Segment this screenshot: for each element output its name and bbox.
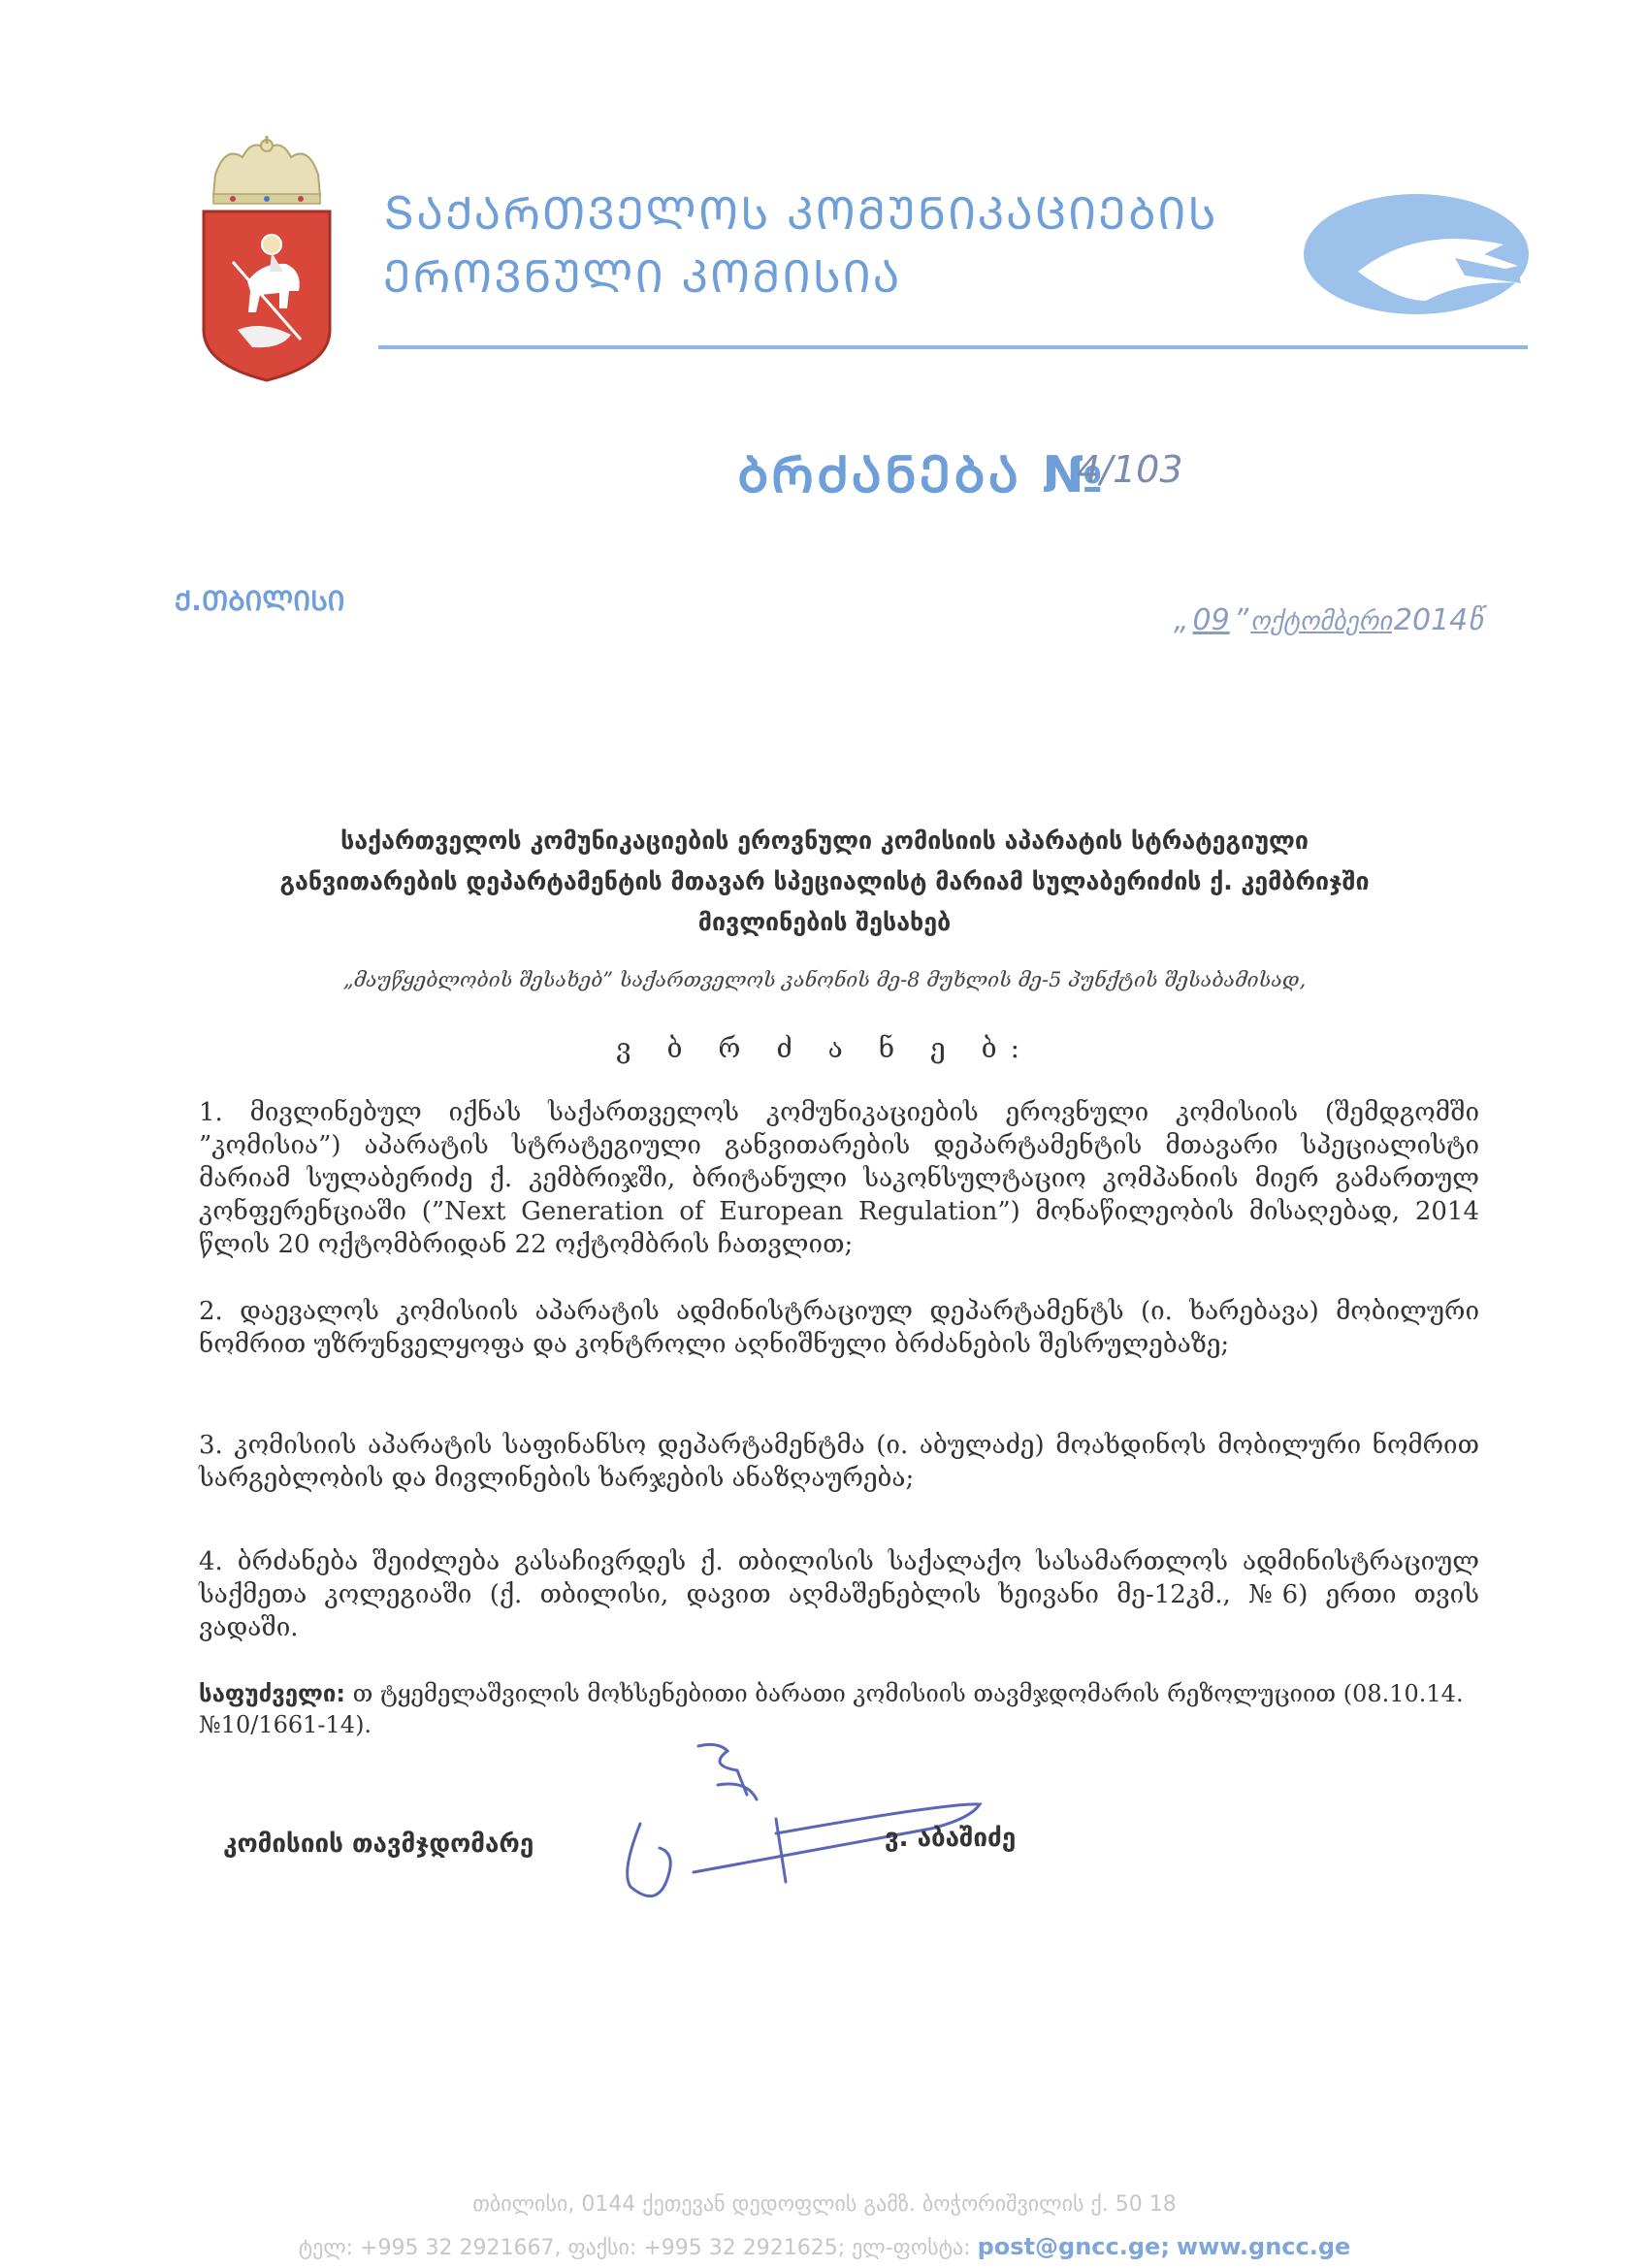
- footer-website-link[interactable]: www.gncc.ge: [1176, 2233, 1351, 2260]
- date-year: 2014: [1393, 603, 1469, 637]
- date-day: 09: [1192, 603, 1230, 637]
- footer-email-link[interactable]: post@gncc.ge: [977, 2233, 1161, 2260]
- coat-of-arms-icon: [194, 136, 340, 388]
- place-city: Ქ.ᲗᲑᲘᲚᲘᲡᲘ: [175, 585, 345, 617]
- footer-separator: ;: [1160, 2233, 1170, 2260]
- org-name-line-1: ՏᲐᲥᲐᲠᲗᲕᲔᲚᲝᲡ ᲙᲝᲛᲣᲜᲘᲙᲐᲪᲘᲔᲑᲘᲡ: [383, 187, 1218, 240]
- legal-basis: „მაუწყებლობის შესახებ” საქართველოს კანონის მე-8 მუხლის მე-5 პუნქტის შესაბამისად,: [342, 968, 1307, 991]
- footer-phones: ტელ: +995 32 2921667, ფაქსი: +995 32 2921625; ელ-ფოსტა:: [298, 2236, 971, 2260]
- signer-title: კომისიის თავმჯდომარე: [223, 1830, 534, 1859]
- gncc-logo-icon: [1300, 186, 1542, 322]
- order-point-3: 3. კომისიის აპარატის საფინანსო დეპარტამენტმა (ი. აბულაძე) მოახდინოს მობილური ნომრით სარგებლობის და მივლინების ხარჯების ანაზღაურება;: [199, 1431, 1479, 1493]
- subject-line-1: საქართველოს კომუნიკაციების ეროვნული კომისიის აპარატის სტრატეგიული: [340, 826, 1309, 855]
- subject-line-2: განვითარების დეპარტამენტის მთავარ სპეციალისტ მარიამ სულაბერიძის ქ. კემბრიჯში: [279, 867, 1370, 895]
- order-point-1: 1. მივლინებულ იქნას საქართველოს კომუნიკაციების ეროვნული კომისიის (შემდგომში ”კომისია”) აპარატის სტრატეგიული განვითარების დეპარტამენტის მთავარი სპეციალისტი მარიამ სულაბერიძე ქ. კემბრიჯში, ბრიტანული საკონსულტაციო კომპანიის მიერ გამართულ კონფერენციაში (”Next Generation of European Regulation”) მონაწილეობის მისაღებად, 2014 წლის 20 ოქტომბრიდან 22 ოქტომბრის ჩათვლით;: [199, 1098, 1479, 1259]
- subject-line-3: მივლინების შესახებ: [697, 908, 952, 936]
- order-point-4: 4. ბრძანება შეიძლება გასაჩივრდეს ქ. თბილისის საქალაქო სასამართლოს ადმინისტრაციულ საქმეთა კოლეგიაში (ქ. თბილისი, დავით აღმაშენებლის ხეივანი მე-12კმ., №6) ერთი თვის ვადაში.: [199, 1547, 1479, 1642]
- org-name-line-2: ᲔᲠᲝᲕᲜᲣᲚᲘ ᲙᲝᲛᲘᲡᲘᲐ: [383, 250, 902, 303]
- foundation-label: საფუძველი:: [199, 1680, 345, 1707]
- order-date: [1174, 603, 1483, 637]
- foundation-text: თ ტყემელაშვილის მოხსენებითი ბარათი კომისიის თავმჯდომარის რეზოლუციით (08.10.14. №10/1661-14).: [199, 1680, 1464, 1738]
- letterhead-divider: [378, 345, 1528, 349]
- signer-name: ვ. აბაშიძე: [885, 1824, 1017, 1853]
- date-open-quote: „: [1174, 603, 1189, 637]
- date-month: ოქტომბერი: [1250, 607, 1392, 636]
- order-title: ᲑᲠᲫᲐᲜᲔᲑᲐ №: [737, 446, 1106, 504]
- order-verb-heading: ვ ბ რ ძ ა ნ ე ბ:: [615, 1032, 1034, 1064]
- footer-address: თბილისი, 0144 ქეთევან დედოფლის გამზ. ბოჭორიშვილის ქ. 50 18: [472, 2192, 1177, 2217]
- date-close-quote: ”: [1233, 603, 1249, 637]
- footer-contacts: [146, 2233, 1504, 2260]
- order-number: 4/103: [1077, 448, 1183, 491]
- order-point-2: 2. დაევალოს კომისიის აპარატის ადმინისტრაციულ დეპარტამენტს (ი. ხარებავა) მობილური ნომრით უზრუნველყოფა და კონტროლი აღნიშნული ბრძანების შესრულებაზე;: [199, 1297, 1479, 1359]
- date-suffix: წ: [1468, 603, 1483, 637]
